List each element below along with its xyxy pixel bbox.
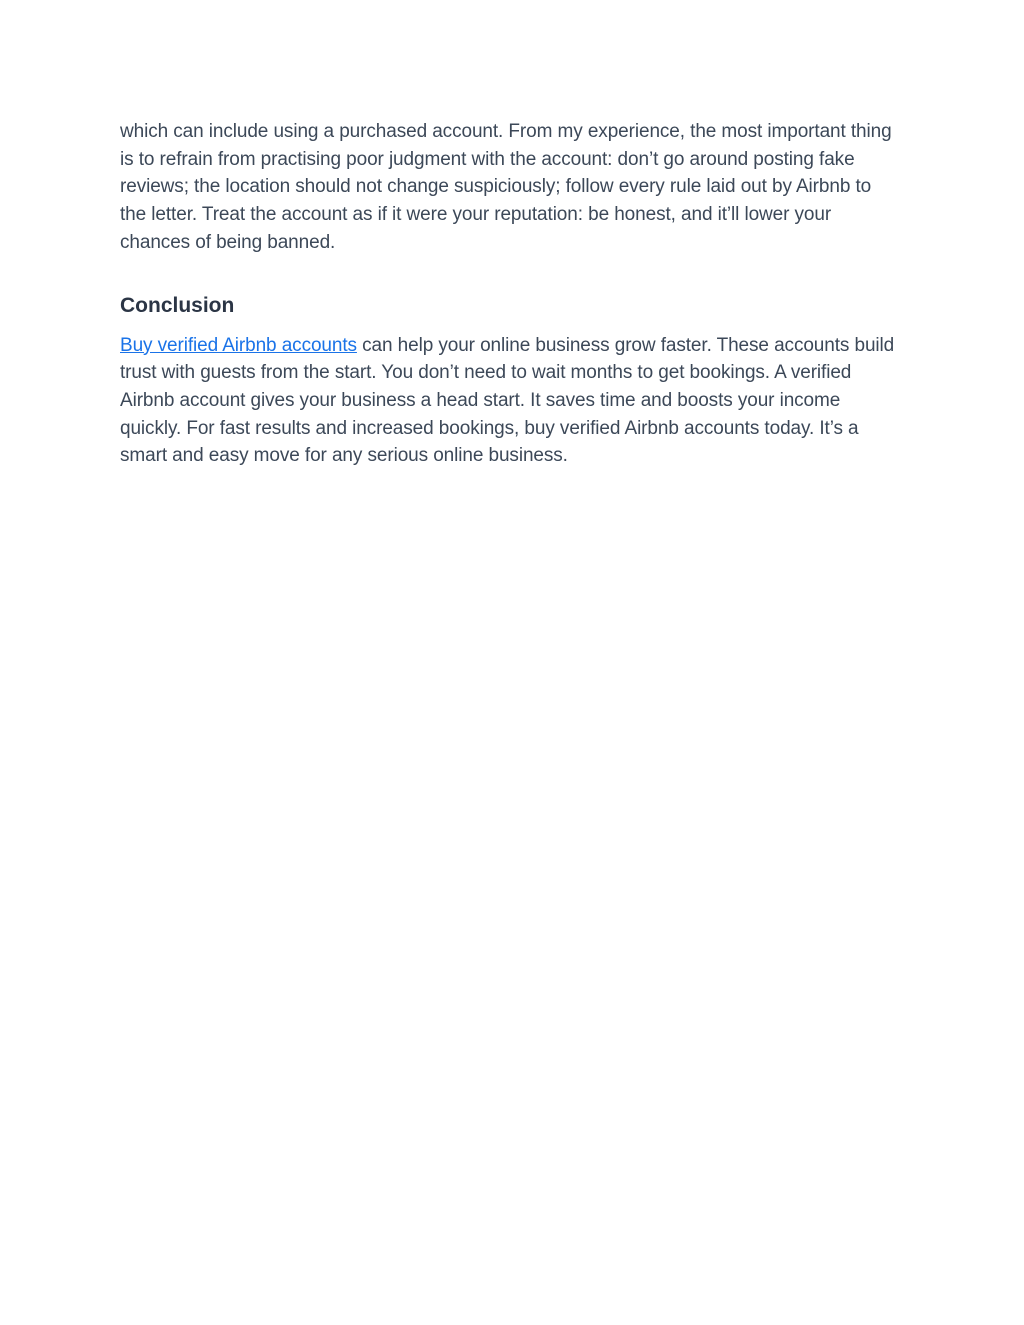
paragraph-conclusion — [120, 332, 900, 471]
conclusion-heading: Conclusion — [120, 293, 235, 317]
buy-verified-airbnb-accounts-link[interactable]: Buy verified Airbnb accounts — [120, 334, 357, 356]
paragraph-account-advice: which can include using a purchased account. From my experience, the most important thing is to refrain from practising poor judgment with the account: don’t go around posting fake reviews; the location should not change suspiciously; follow every rule laid out by Airbnb to the letter. Treat the account as if it were your reputation: be honest, and it’ll lower your chances of being banned. — [120, 121, 892, 253]
document-page — [120, 118, 900, 470]
paragraph-conclusion-text: can help your online business grow faster. These accounts build trust with guests from the start. You don’t need to wait months to get bookings. A verified Airbnb account gives your business a head start. It saves time and boosts your income quickly. For fast results and increased bookings, buy verified Airbnb accounts today. It’s a smart and easy move for any serious online business. — [120, 334, 895, 467]
